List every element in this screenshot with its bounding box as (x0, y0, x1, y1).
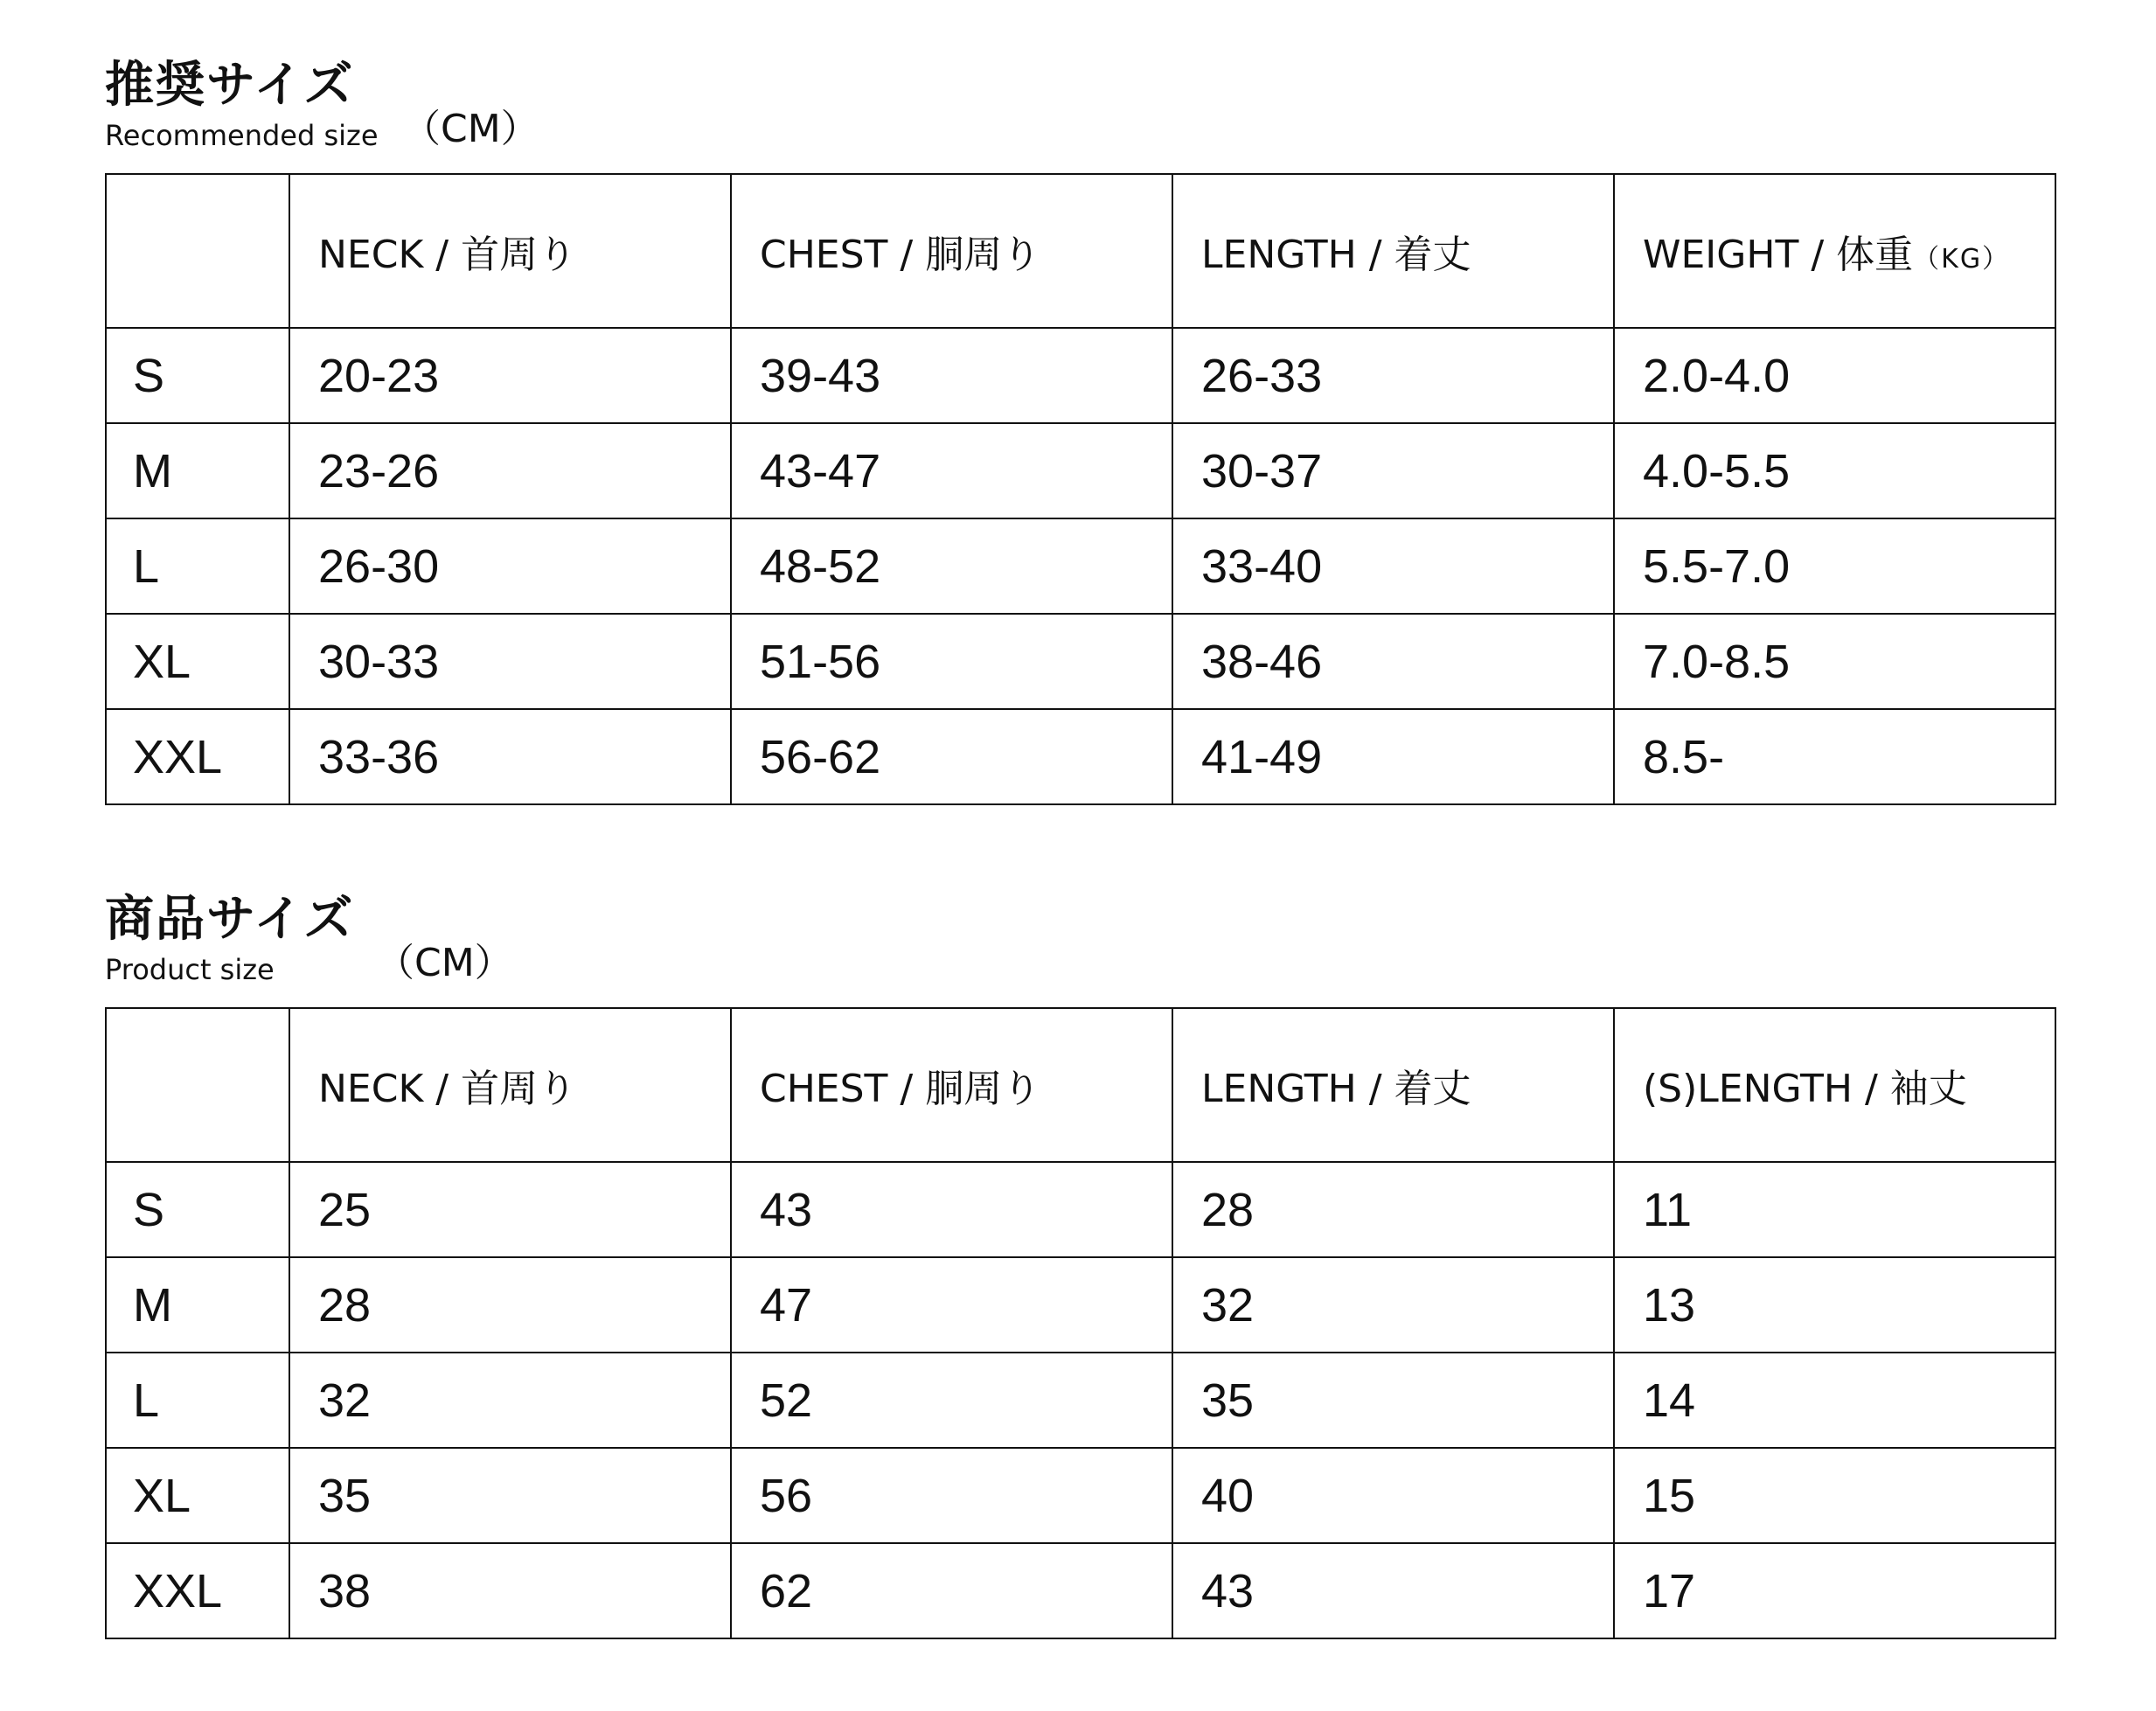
product-title-ja: 商品サイズ (105, 891, 355, 948)
length-cell: 28 (1172, 1162, 1614, 1257)
sleeve-cell: 17 (1614, 1543, 2055, 1638)
neck-cell: 23-26 (289, 423, 731, 518)
header-sleeve-length: (S)LENGTH / 袖丈 (1614, 1008, 2055, 1162)
neck-cell: 30-33 (289, 614, 731, 709)
length-cell: 43 (1172, 1543, 1614, 1638)
product-size-table (105, 1007, 2056, 1639)
neck-cell: 35 (289, 1448, 731, 1543)
length-cell: 41-49 (1172, 709, 1614, 804)
header-chest: CHEST / 胴周り (731, 174, 1172, 328)
table-row (106, 1448, 2055, 1543)
weight-cell: 4.0-5.5 (1614, 423, 2055, 518)
table-header-row (106, 174, 2055, 328)
recommended-size-section (105, 52, 2056, 783)
recommended-title-ja: 推奨サイズ (105, 57, 355, 114)
recommended-title-en: Recommended size (105, 119, 379, 152)
sleeve-cell: 11 (1614, 1162, 2055, 1257)
neck-cell: 38 (289, 1543, 731, 1638)
header-length: LENGTH / 着丈 (1172, 174, 1614, 328)
table-row (106, 1353, 2055, 1448)
weight-cell: 7.0-8.5 (1614, 614, 2055, 709)
chest-cell: 56 (731, 1448, 1172, 1543)
table-row (106, 423, 2055, 518)
table-row (106, 518, 2055, 614)
length-cell: 32 (1172, 1257, 1614, 1353)
length-cell: 30-37 (1172, 423, 1614, 518)
sleeve-cell: 14 (1614, 1353, 2055, 1448)
header-weight (1614, 174, 2055, 328)
size-cell: XXL (106, 709, 289, 804)
size-cell: XXL (106, 1543, 289, 1638)
product-size-section (105, 887, 2056, 1617)
neck-cell: 25 (289, 1162, 731, 1257)
length-cell: 33-40 (1172, 518, 1614, 614)
length-cell: 35 (1172, 1353, 1614, 1448)
size-cell: L (106, 1353, 289, 1448)
length-cell: 40 (1172, 1448, 1614, 1543)
size-cell: M (106, 1257, 289, 1353)
product-unit: （CM） (376, 941, 513, 985)
header-weight-unit: （KG） (1913, 244, 2011, 275)
product-title-en: Product size (105, 953, 275, 986)
recommended-unit: （CM） (402, 107, 539, 151)
chest-cell: 51-56 (731, 614, 1172, 709)
table-row (106, 709, 2055, 804)
chest-cell: 43 (731, 1162, 1172, 1257)
product-heading (105, 887, 2056, 1009)
chest-cell: 48-52 (731, 518, 1172, 614)
table-row (106, 614, 2055, 709)
size-cell: XL (106, 1448, 289, 1543)
neck-cell: 26-30 (289, 518, 731, 614)
weight-cell: 8.5- (1614, 709, 2055, 804)
header-neck: NECK / 首周り (289, 174, 731, 328)
table-row (106, 1543, 2055, 1638)
sleeve-cell: 15 (1614, 1448, 2055, 1543)
neck-cell: 20-23 (289, 328, 731, 423)
table-row (106, 328, 2055, 423)
weight-cell: 2.0-4.0 (1614, 328, 2055, 423)
weight-cell: 5.5-7.0 (1614, 518, 2055, 614)
header-length: LENGTH / 着丈 (1172, 1008, 1614, 1162)
neck-cell: 28 (289, 1257, 731, 1353)
header-chest: CHEST / 胴周り (731, 1008, 1172, 1162)
table-row (106, 1257, 2055, 1353)
size-cell: M (106, 423, 289, 518)
sleeve-cell: 13 (1614, 1257, 2055, 1353)
recommended-size-table (105, 173, 2056, 805)
header-corner (106, 1008, 289, 1162)
table-header-row (106, 1008, 2055, 1162)
chest-cell: 52 (731, 1353, 1172, 1448)
header-weight-label: WEIGHT / 体重 (1643, 233, 1914, 277)
header-corner (106, 174, 289, 328)
chest-cell: 56-62 (731, 709, 1172, 804)
neck-cell: 33-36 (289, 709, 731, 804)
size-cell: L (106, 518, 289, 614)
table-row (106, 1162, 2055, 1257)
recommended-heading (105, 52, 2056, 175)
size-cell: S (106, 1162, 289, 1257)
size-cell: XL (106, 614, 289, 709)
size-cell: S (106, 328, 289, 423)
length-cell: 26-33 (1172, 328, 1614, 423)
neck-cell: 32 (289, 1353, 731, 1448)
chest-cell: 39-43 (731, 328, 1172, 423)
length-cell: 38-46 (1172, 614, 1614, 709)
chest-cell: 47 (731, 1257, 1172, 1353)
header-neck: NECK / 首周り (289, 1008, 731, 1162)
chest-cell: 43-47 (731, 423, 1172, 518)
chest-cell: 62 (731, 1543, 1172, 1638)
